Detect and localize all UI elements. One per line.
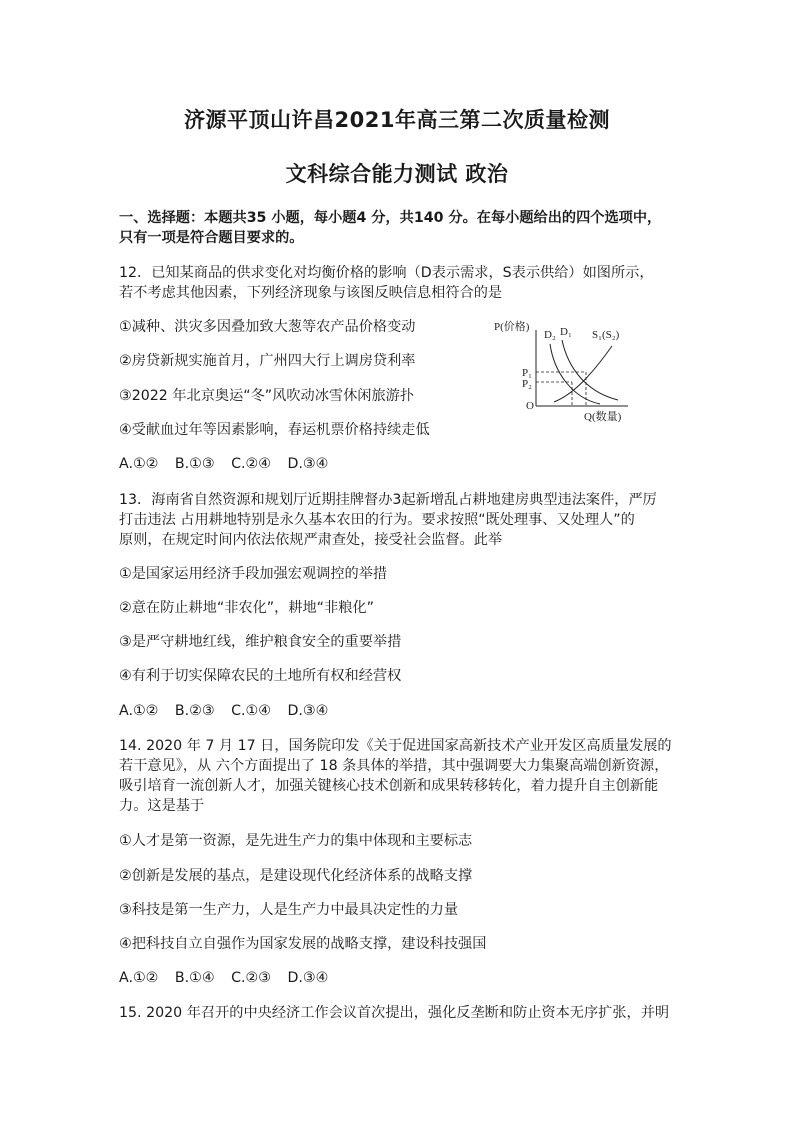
q14-option-3: ③科技是第一生产力，人是生产力中最具决定性的力量	[119, 902, 459, 918]
q13-option-3: ③是严守耕地红线，维护粮食安全的重要举措	[119, 634, 402, 650]
answer-a: A.①②	[119, 456, 159, 472]
q12-option-4: ④受献血过年等因素影响，春运机票价格持续走低	[119, 422, 430, 438]
graph-d2-curve	[550, 344, 600, 404]
q14-stem-line1: 14. 2020 年 7 月 17 日，国务院印发《关于促进国家高新技术产业开发区高质量发展的	[119, 738, 672, 754]
q12-stem-line1: 12．已知某商品的供求变化对均衡价格的影响（D表示需求，S表示供给）如图所示，	[119, 265, 654, 281]
page-subtitle: 文科综合能力测试 政治	[285, 162, 509, 186]
graph-d1-label: D₁	[560, 326, 572, 338]
graph-p1-label: P₁	[522, 367, 532, 379]
graph-p2-label: P₂	[522, 378, 532, 390]
section-instruction-line1: 一、选择题：本题共35 小题，每小题4 分，共140 分。在每小题给出的四个选项中，	[119, 210, 662, 226]
q13-option-4: ④有利于切实保障农民的土地所有权和经营权	[119, 668, 402, 684]
q14-option-2: ②创新是发展的基点，是建设现代化经济体系的战略支撑	[119, 868, 473, 884]
q15-stem-line1: 15. 2020 年召开的中央经济工作会议首次提出，强化反垄断和防止资本无序扩张，并明	[119, 1005, 670, 1021]
answer-c: C.②③	[231, 970, 271, 986]
q12-option-3: ③2022 年北京奥运“冬”风吹动冰雪休闲旅游扑	[119, 388, 415, 404]
q13-answer-choices	[119, 701, 340, 721]
answer-d: D.③④	[287, 703, 329, 719]
answer-b: B.②③	[174, 703, 215, 719]
q13-stem-line1: 13．海南省自然资源和规划厅近期挂牌督办3起新增乱占耕地建房典型违法案件，严厉	[119, 492, 657, 508]
answer-b: B.①③	[174, 456, 215, 472]
q12-stem-line2: 若不考虑其他因素，下列经济现象与该图反映信息相符合的是	[119, 285, 503, 301]
q13-stem-line3: 原则，在规定时间内依法依规严肃查处，接受社会监督。此举	[119, 532, 503, 548]
answer-a: A.①②	[119, 970, 159, 986]
q14-option-1: ①人才是第一资源，是先进生产力的集中体现和主要标志	[119, 833, 473, 849]
q12-answer-choices	[119, 454, 340, 474]
q12-option-2: ②房贷新规实施首月，广州四大行上调房贷利率	[119, 353, 416, 369]
graph-origin-label: O	[526, 400, 534, 412]
q14-option-4: ④把科技自立自强作为国家发展的战略支撑，建设科技强国	[119, 936, 487, 952]
q13-option-1: ①是国家运用经济手段加强宏观调控的举措	[119, 566, 388, 582]
q14-stem-line4: 力。这是基于	[119, 798, 205, 814]
answer-d: D.③④	[287, 456, 329, 472]
page-title: 济源平顶山许昌2021年高三第二次质量检测	[184, 108, 610, 132]
supply-demand-graph	[488, 316, 648, 426]
graph-s-label: S₁(S₂)	[592, 329, 620, 341]
graph-supply-curve	[554, 346, 612, 402]
answer-b: B.①④	[174, 970, 215, 986]
answer-c: C.②④	[231, 456, 271, 472]
graph-d2-label: D₂	[544, 329, 556, 341]
q13-option-2: ②意在防止耕地“非农化”，耕地“非粮化”	[119, 600, 374, 616]
q14-stem-line2: 若干意见》，从 六个方面提出了 18 条具体的举措，其中强调要大力集聚高端创新资源，	[119, 758, 669, 774]
graph-x-label: Q(数量)	[584, 411, 622, 423]
answer-a: A.①②	[119, 703, 159, 719]
answer-c: C.①④	[231, 703, 271, 719]
q13-stem-line2: 打击违法 占用耕地特别是永久基本农田的行为。要求按照“既处理事、又处理人”的	[119, 512, 635, 528]
answer-d: D.③④	[287, 970, 329, 986]
graph-y-label: P(价格)	[494, 321, 530, 333]
q14-answer-choices	[119, 968, 340, 988]
q14-stem-line3: 吸引培育一流创新人才，加强关键核心技术创新和成果转移转化，着力提升自主创新能	[119, 778, 659, 794]
section-instruction-line2: 只有一项是符合题目要求的。	[119, 230, 304, 246]
q12-option-1: ①减种、洪灾多因叠加致大葱等农产品价格变动	[119, 319, 416, 335]
